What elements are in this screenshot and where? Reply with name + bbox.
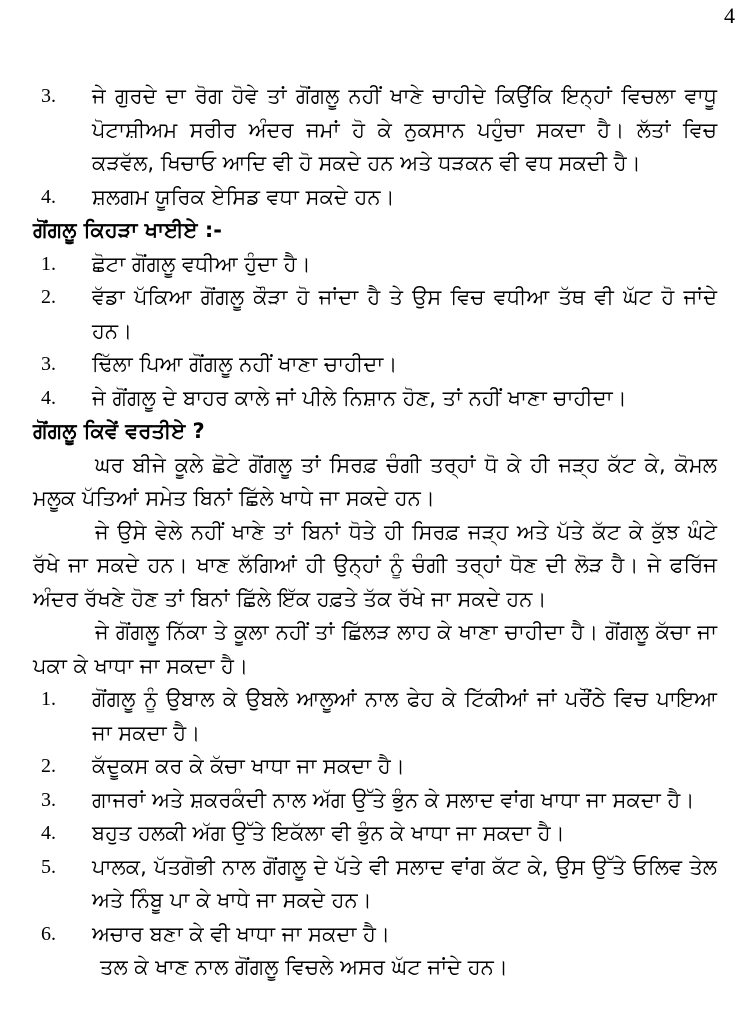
list-item <box>33 181 717 215</box>
list-item-text: ਵੱਡਾ ਪੱਕਿਆ ਗੋਂਗਲੂ ਕੌੜਾ ਹੋ ਜਾਂਦਾ ਹੈ ਤੇ ਉਸ ਵਿਚ ਵਧੀਆ ਤੱਥ ਵੀ ਘੱਟ ਹੋ ਜਾਂਦੇ ਹਨ। <box>92 285 717 343</box>
list-item-number: 2. <box>41 286 56 308</box>
document-body <box>33 80 717 985</box>
list-item-number: 2. <box>41 755 56 777</box>
list-item <box>33 918 717 952</box>
paragraph: ਘਰ ਬੀਜੇ ਕੂਲੇ ਛੋਟੇ ਗੋਂਗਲੂ ਤਾਂ ਸਿਰਫ਼ ਚੰਗੀ ਤਰ੍ਹਾਂ ਧੋ ਕੇ ਹੀ ਜੜ੍ਹ ਕੱਟ ਕੇ, ਕੋਮਲ ਮਲੂਕ ਪੱਤਿਆਂ ਸਮੇਤ ਬਿਨਾਂ ਛਿੱਲੇ ਖਾਧੇ ਜਾ ਸਕਦੇ ਹਨ। <box>33 452 717 510</box>
list-item <box>33 248 717 282</box>
list-item-number: 6. <box>41 922 56 945</box>
list-item-number: 4. <box>41 386 56 409</box>
list-item <box>33 281 717 348</box>
list-item-text: ਗਾਜਰਾਂ ਅਤੇ ਸ਼ਕਰਕੰਦੀ ਨਾਲ ਅੱਗ ਉੱਤੇ ਭੁੰਨ ਕੇ ਸਲਾਦ ਵਾਂਗ ਖਾਧਾ ਜਾ ਸਕਦਾ ਹੈ। <box>92 787 695 812</box>
list-item-text: ਗੋਂਗਲੂ ਨੂੰ ਉਬਾਲ ਕੇ ਉਬਲੇ ਆਲੂਆਂ ਨਾਲ ਫੇਹ ਕੇ ਟਿੱਕੀਆਂ ਜਾਂ ਪਰੌਂਠੇ ਵਿਚ ਪਾਇਆ ਜਾ ਸਕਦਾ ਹੈ। <box>92 687 717 745</box>
list-item-text: ਢਿੱਲਾ ਪਿਆ ਗੋਂਗਲੂ ਨਹੀਂ ਖਾਣਾ ਚਾਹੀਦਾ। <box>92 352 398 376</box>
list-item-number: 3. <box>41 85 56 107</box>
list-item <box>33 80 717 181</box>
list-item-number: 3. <box>41 353 56 375</box>
list-item-number: 1. <box>41 688 56 710</box>
paragraph: ਜੇ ਗੋਂਗਲੂ ਨਿੱਕਾ ਤੇ ਕੂਲਾ ਨਹੀਂ ਤਾਂ ਛਿੱਲੜ ਲਾਹ ਕੇ ਖਾਣਾ ਚਾਹੀਦਾ ਹੈ। ਗੋਂਗਲੂ ਕੱਚਾ ਜਾ ਪਕਾ ਕੇ ਖਾਧਾ ਜਾ ਸਕਦਾ ਹੈ। <box>33 620 717 678</box>
list-item <box>33 382 717 416</box>
list-item-number: 4. <box>41 185 56 208</box>
section-heading: ਗੋਂਗਲੂ ਕਿਵੇਂ ਵਰਤੀਏ ? <box>33 419 205 443</box>
list-item-text: ਬਹੁਤ ਹਲਕੀ ਅੱਗ ਉੱਤੇ ਇਕੱਲਾ ਵੀ ਭੁੰਨ ਕੇ ਖਾਧਾ ਜਾ ਸਕਦਾ ਹੈ। <box>92 821 565 845</box>
list-item <box>33 851 717 918</box>
list-item <box>33 750 717 784</box>
list-item-number: 4. <box>41 822 56 844</box>
list-item-text: ਜੇ ਗੋਂਗਲੂ ਦੇ ਬਾਹਰ ਕਾਲੇ ਜਾਂ ਪੀਲੇ ਨਿਸ਼ਾਨ ਹੋਣ, ਤਾਂ ਨਹੀਂ ਖਾਣਾ ਚਾਹੀਦਾ। <box>92 385 627 410</box>
paragraph: ਜੇ ਉਸੇ ਵੇਲੇ ਨਹੀਂ ਖਾਣੇ ਤਾਂ ਬਿਨਾਂ ਧੋਤੇ ਹੀ ਸਿਰਫ਼ ਜੜ੍ਹ ਅਤੇ ਪੱਤੇ ਕੱਟ ਕੇ ਕੁੱਝ ਘੰਟੇ ਰੱਖੇ ਜਾ ਸਕਦੇ ਹਨ। ਖਾਣ ਲੱਗਿਆਂ ਹੀ ਉਨ੍ਹਾਂ ਨੂੰ ਚੰਗੀ ਤਰ੍ਹਾਂ ਧੋਣ ਦੀ ਲੋੜ ਹੈ। ਜੇ ਫਰਿੱਜ ਅੰਦਰ ਰੱਖਣੇ ਹੋਣ ਤਾਂ ਬਿਨਾਂ ਛਿੱਲੇ ਇੱਕ ਹਫ਼ਤੇ ਤੱਕ ਰੱਖੇ ਜਾ ਸਕਦੇ ਹਨ। <box>33 519 717 611</box>
list-item-text: ਅਚਾਰ ਬਣਾ ਕੇ ਵੀ ਖਾਧਾ ਜਾ ਸਕਦਾ ਹੈ। <box>92 921 391 946</box>
list-item <box>33 784 717 818</box>
list-item <box>33 348 717 382</box>
list-item-number: 1. <box>41 252 56 275</box>
list-item-text: ਜੇ ਗੁਰਦੇ ਦਾ ਰੋਗ ਹੋਵੇ ਤਾਂ ਗੋਂਗਲੂ ਨਹੀਂ ਖਾਣੇ ਚਾਹੀਦੇ ਕਿਉਂਕਿ ਇਨ੍ਹਾਂ ਵਿਚਲਾ ਵਾਧੂ ਪੋਟਾਸ਼ੀਅਮ ਸਰੀਰ ਅੰਦਰ ਜਮਾਂ ਹੋ ਕੇ ਨੁਕਸਾਨ ਪਹੁੰਚਾ ਸਕਦਾ ਹੈ। ਲੱਤਾਂ ਵਿਚ ਕੜਵੱਲ, ਖਿਚਾਓ ਆਦਿ ਵੀ ਹੋ ਸਕਦੇ ਹਨ ਅਤੇ ਧੜਕਨ ਵੀ ਵਧ ਸਕਦੀ ਹੈ। <box>92 84 717 175</box>
list-item <box>33 683 717 750</box>
list-item-text: ਪਾਲਕ, ਪੱਤਗੋਭੀ ਨਾਲ ਗੋਂਗਲੂ ਦੇ ਪੱਤੇ ਵੀ ਸਲਾਦ ਵਾਂਗ ਕੱਟ ਕੇ, ਉਸ ਉੱਤੇ ਓਲਿਵ ਤੇਲ ਅਤੇ ਨਿੰਬੂ ਪਾ ਕੇ ਖਾਧੇ ਜਾ ਸਕਦੇ ਹਨ। <box>92 854 717 912</box>
section-heading: ਗੋਂਗਲੂ ਕਿਹੜਾ ਖਾਈਏ :- <box>33 218 222 242</box>
list-item-text: ਸ਼ਲਗਮ ਯੂਰਿਕ ਏਸਿਡ ਵਧਾ ਸਕਦੇ ਹਨ। <box>92 184 395 209</box>
list-item <box>33 817 717 851</box>
list-item-text: ਛੋਟਾ ਗੋਂਗਲੂ ਵਧੀਆ ਹੁੰਦਾ ਹੈ। <box>92 251 311 276</box>
list-item-text: ਕੱਦੂਕਸ ਕਰ ਕੇ ਕੱਚਾ ਖਾਧਾ ਜਾ ਸਕਦਾ ਹੈ। <box>92 754 405 778</box>
list-item-number: 3. <box>41 788 56 811</box>
list-item-number: 5. <box>41 855 56 878</box>
page-number: 4 <box>724 3 735 28</box>
note-line: ਤਲ ਕੇ ਖਾਣ ਨਾਲ ਗੋਂਗਲੂ ਵਿਚਲੇ ਅਸਰ ਘੱਟ ਜਾਂਦੇ ਹਨ। <box>100 955 508 979</box>
